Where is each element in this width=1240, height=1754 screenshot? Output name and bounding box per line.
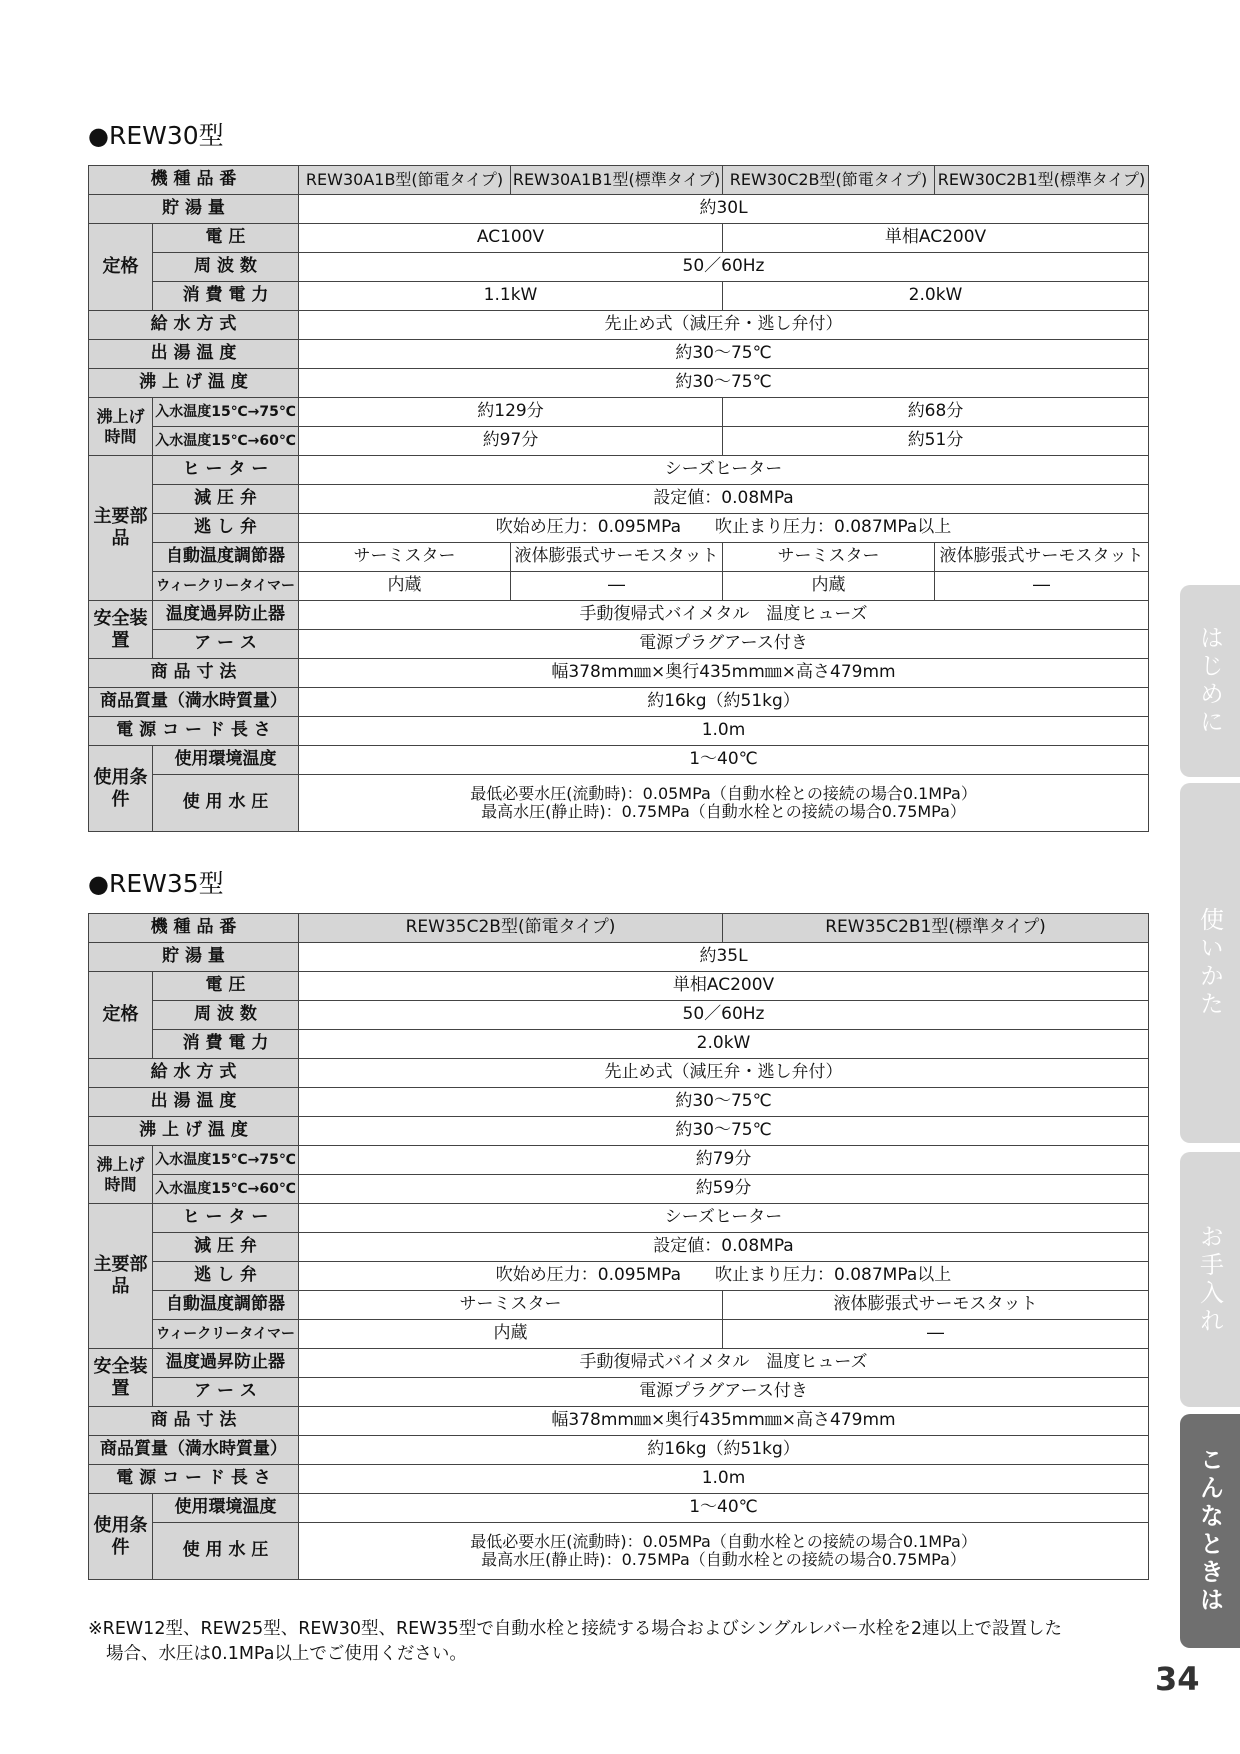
row-label: 出 湯 温 度 [89, 340, 299, 369]
section-title-text: REW30型 [108, 121, 224, 150]
row-label: 商 品 寸 法 [89, 659, 299, 688]
group-label: 定格 [89, 224, 153, 311]
row-label: 商品質量（満水時質量） [89, 1436, 299, 1465]
row-label: 入水温度15℃→60℃ [153, 1175, 299, 1204]
row-value: 約16kg（約51kg） [299, 688, 1149, 717]
group-label: 定格 [89, 972, 153, 1059]
row-value: 1～40℃ [299, 746, 1149, 775]
page-number: 34 [1155, 1660, 1200, 1698]
row-value: サーミスター [723, 543, 935, 572]
row-label: 入水温度15℃→75℃ [153, 1146, 299, 1175]
row-value: 1.1kW [299, 282, 723, 311]
row-value: 約97分 [299, 427, 723, 456]
group-label: 主要部品 [89, 1204, 153, 1349]
row-label: ウィークリータイマー [153, 1320, 299, 1349]
row-value: 吹始め圧力：0.095MPa 吹止まり圧力：0.087MPa以上 [299, 1262, 1149, 1291]
section-title-text: REW35型 [108, 869, 224, 898]
row-value: 約51分 [723, 427, 1149, 456]
model-label: 機 種 品 番 [89, 914, 299, 943]
row-label: ア ー ス [153, 630, 299, 659]
row-value: 電源プラグアース付き [299, 1378, 1149, 1407]
row-value: 約68分 [723, 398, 1149, 427]
row-label: 消 費 電 力 [153, 1030, 299, 1059]
row-value: ― [935, 572, 1149, 601]
row-value: 1～40℃ [299, 1494, 1149, 1523]
row-value: 約30～75℃ [299, 1088, 1149, 1117]
row-label: 自動温度調節器 [153, 1291, 299, 1320]
row-value: 幅378mm㎜×奥行435mm㎜×高さ479mm [299, 1407, 1149, 1436]
row-value: 1.0m [299, 1465, 1149, 1494]
row-label: 温度過昇防止器 [153, 1349, 299, 1378]
row-label: 沸 上 げ 温 度 [89, 1117, 299, 1146]
row-value: 単相AC200V [299, 972, 1149, 1001]
row-value: 内蔵 [299, 572, 511, 601]
row-value: 電源プラグアース付き [299, 630, 1149, 659]
row-value: 先止め式（減圧弁・逃し弁付） [299, 1059, 1149, 1088]
row-label: 貯 湯 量 [89, 943, 299, 972]
water-pressure-max: 最高水圧(静止時)：0.75MPa（自動水栓との接続の場合0.75MPa） [481, 1550, 966, 1569]
row-value: 内蔵 [299, 1320, 723, 1349]
row-label: 電 圧 [153, 972, 299, 1001]
model-name: REW35C2B1型(標準タイプ) [723, 914, 1149, 943]
group-label: 安全装置 [89, 1349, 153, 1407]
row-value-water-pressure [299, 775, 1149, 832]
row-label: 周 波 数 [153, 253, 299, 282]
row-label: 減 圧 弁 [153, 1233, 299, 1262]
group-label: 沸上げ時間 [89, 398, 153, 456]
group-label: 主要部品 [89, 456, 153, 601]
row-value: 2.0kW [723, 282, 1149, 311]
row-value: 2.0kW [299, 1030, 1149, 1059]
row-value: 約30L [299, 195, 1149, 224]
bullet-icon: ● [88, 870, 109, 898]
row-value: シーズヒーター [299, 1204, 1149, 1233]
row-value: シーズヒーター [299, 456, 1149, 485]
side-tab-tsukaikata[interactable]: 使いかた [1180, 783, 1240, 1143]
spec-table-rew30 [88, 165, 1149, 832]
water-pressure-max: 最高水圧(静止時)：0.75MPa（自動水栓との接続の場合0.75MPa） [481, 802, 966, 821]
row-value: 約30～75℃ [299, 340, 1149, 369]
group-label: 使用条件 [89, 746, 153, 832]
row-label: ウィークリータイマー [153, 572, 299, 601]
row-value: 約16kg（約51kg） [299, 1436, 1149, 1465]
section-title-rew30 [88, 116, 224, 152]
model-name: REW35C2B型(節電タイプ) [299, 914, 723, 943]
model-name: REW30C2B1型(標準タイプ) [935, 166, 1149, 195]
row-label: 自動温度調節器 [153, 543, 299, 572]
row-label: 貯 湯 量 [89, 195, 299, 224]
model-name: REW30A1B型(節電タイプ) [299, 166, 511, 195]
row-label: 商品質量（満水時質量） [89, 688, 299, 717]
row-label: ヒ ー タ ー [153, 1204, 299, 1233]
row-value: 約59分 [299, 1175, 1149, 1204]
row-label: 給 水 方 式 [89, 1059, 299, 1088]
model-label: 機 種 品 番 [89, 166, 299, 195]
row-value: 50／60Hz [299, 253, 1149, 282]
row-value: 設定値：0.08MPa [299, 485, 1149, 514]
row-label: 商 品 寸 法 [89, 1407, 299, 1436]
group-label: 安全装置 [89, 601, 153, 659]
row-label: 使 用 水 圧 [153, 1523, 299, 1580]
row-value: 液体膨張式サーモスタット [723, 1291, 1149, 1320]
row-value: サーミスター [299, 1291, 723, 1320]
row-label: 使用環境温度 [153, 1494, 299, 1523]
row-label: 入水温度15℃→75℃ [153, 398, 299, 427]
section-title-rew35 [88, 864, 224, 900]
row-label: 出 湯 温 度 [89, 1088, 299, 1117]
row-value-water-pressure [299, 1523, 1149, 1580]
row-value: 約30～75℃ [299, 1117, 1149, 1146]
row-label: 周 波 数 [153, 1001, 299, 1030]
side-tab-hajimeni[interactable]: はじめに [1180, 585, 1240, 777]
row-value: 1.0m [299, 717, 1149, 746]
row-value: 約79分 [299, 1146, 1149, 1175]
row-value: 手動復帰式バイメタル 温度ヒューズ [299, 1349, 1149, 1378]
water-pressure-min: 最低必要水圧(流動時)：0.05MPa（自動水栓との接続の場合0.1MPa） [470, 1531, 977, 1551]
footnote-line: ※REW12型、REW25型、REW30型、REW35型で自動水栓と接続する場合およびシングルレバー水栓を2連以上で設置した [88, 1619, 1062, 1639]
group-label: 沸上げ時間 [89, 1146, 153, 1204]
row-value: 単相AC200V [723, 224, 1149, 253]
side-tab-oteire[interactable]: お手入れ [1180, 1152, 1240, 1407]
row-label: ア ー ス [153, 1378, 299, 1407]
row-label: 入水温度15℃→60℃ [153, 427, 299, 456]
row-value: 手動復帰式バイメタル 温度ヒューズ [299, 601, 1149, 630]
row-value: 内蔵 [723, 572, 935, 601]
row-value: サーミスター [299, 543, 511, 572]
model-name: REW30C2B型(節電タイプ) [723, 166, 935, 195]
water-pressure-min: 最低必要水圧(流動時)：0.05MPa（自動水栓との接続の場合0.1MPa） [470, 783, 977, 803]
row-label: 給 水 方 式 [89, 311, 299, 340]
row-value: 先止め式（減圧弁・逃し弁付） [299, 311, 1149, 340]
row-value: 設定値：0.08MPa [299, 1233, 1149, 1262]
row-label: 逃 し 弁 [153, 1262, 299, 1291]
row-label: 減 圧 弁 [153, 485, 299, 514]
group-label: 使用条件 [89, 1494, 153, 1580]
row-value: 液体膨張式サーモスタット [511, 543, 723, 572]
footnote [88, 1617, 1163, 1666]
spec-table-rew35 [88, 913, 1149, 1580]
row-label: 逃 し 弁 [153, 514, 299, 543]
row-value: 50／60Hz [299, 1001, 1149, 1030]
row-label: 沸 上 げ 温 度 [89, 369, 299, 398]
row-value: 約35L [299, 943, 1149, 972]
row-label: 電 源 コ ー ド 長 さ [89, 1465, 299, 1494]
row-label: ヒ ー タ ー [153, 456, 299, 485]
bullet-icon: ● [88, 122, 109, 150]
side-tab-konnatokiha[interactable]: こんなときは [1180, 1414, 1240, 1648]
row-value: ― [511, 572, 723, 601]
footnote-line: 場合、水圧は0.1MPa以上でご使用ください。 [106, 1643, 467, 1664]
row-label: 使 用 水 圧 [153, 775, 299, 832]
row-label: 電 圧 [153, 224, 299, 253]
row-value: 液体膨張式サーモスタット [935, 543, 1149, 572]
row-value: 約129分 [299, 398, 723, 427]
row-value: 幅378mm㎜×奥行435mm㎜×高さ479mm [299, 659, 1149, 688]
row-value: ― [723, 1320, 1149, 1349]
row-label: 使用環境温度 [153, 746, 299, 775]
row-label: 消 費 電 力 [153, 282, 299, 311]
row-value: 約30～75℃ [299, 369, 1149, 398]
row-value: 吹始め圧力：0.095MPa 吹止まり圧力：0.087MPa以上 [299, 514, 1149, 543]
row-label: 温度過昇防止器 [153, 601, 299, 630]
model-name: REW30A1B1型(標準タイプ) [511, 166, 723, 195]
row-label: 電 源 コ ー ド 長 さ [89, 717, 299, 746]
row-value: AC100V [299, 224, 723, 253]
